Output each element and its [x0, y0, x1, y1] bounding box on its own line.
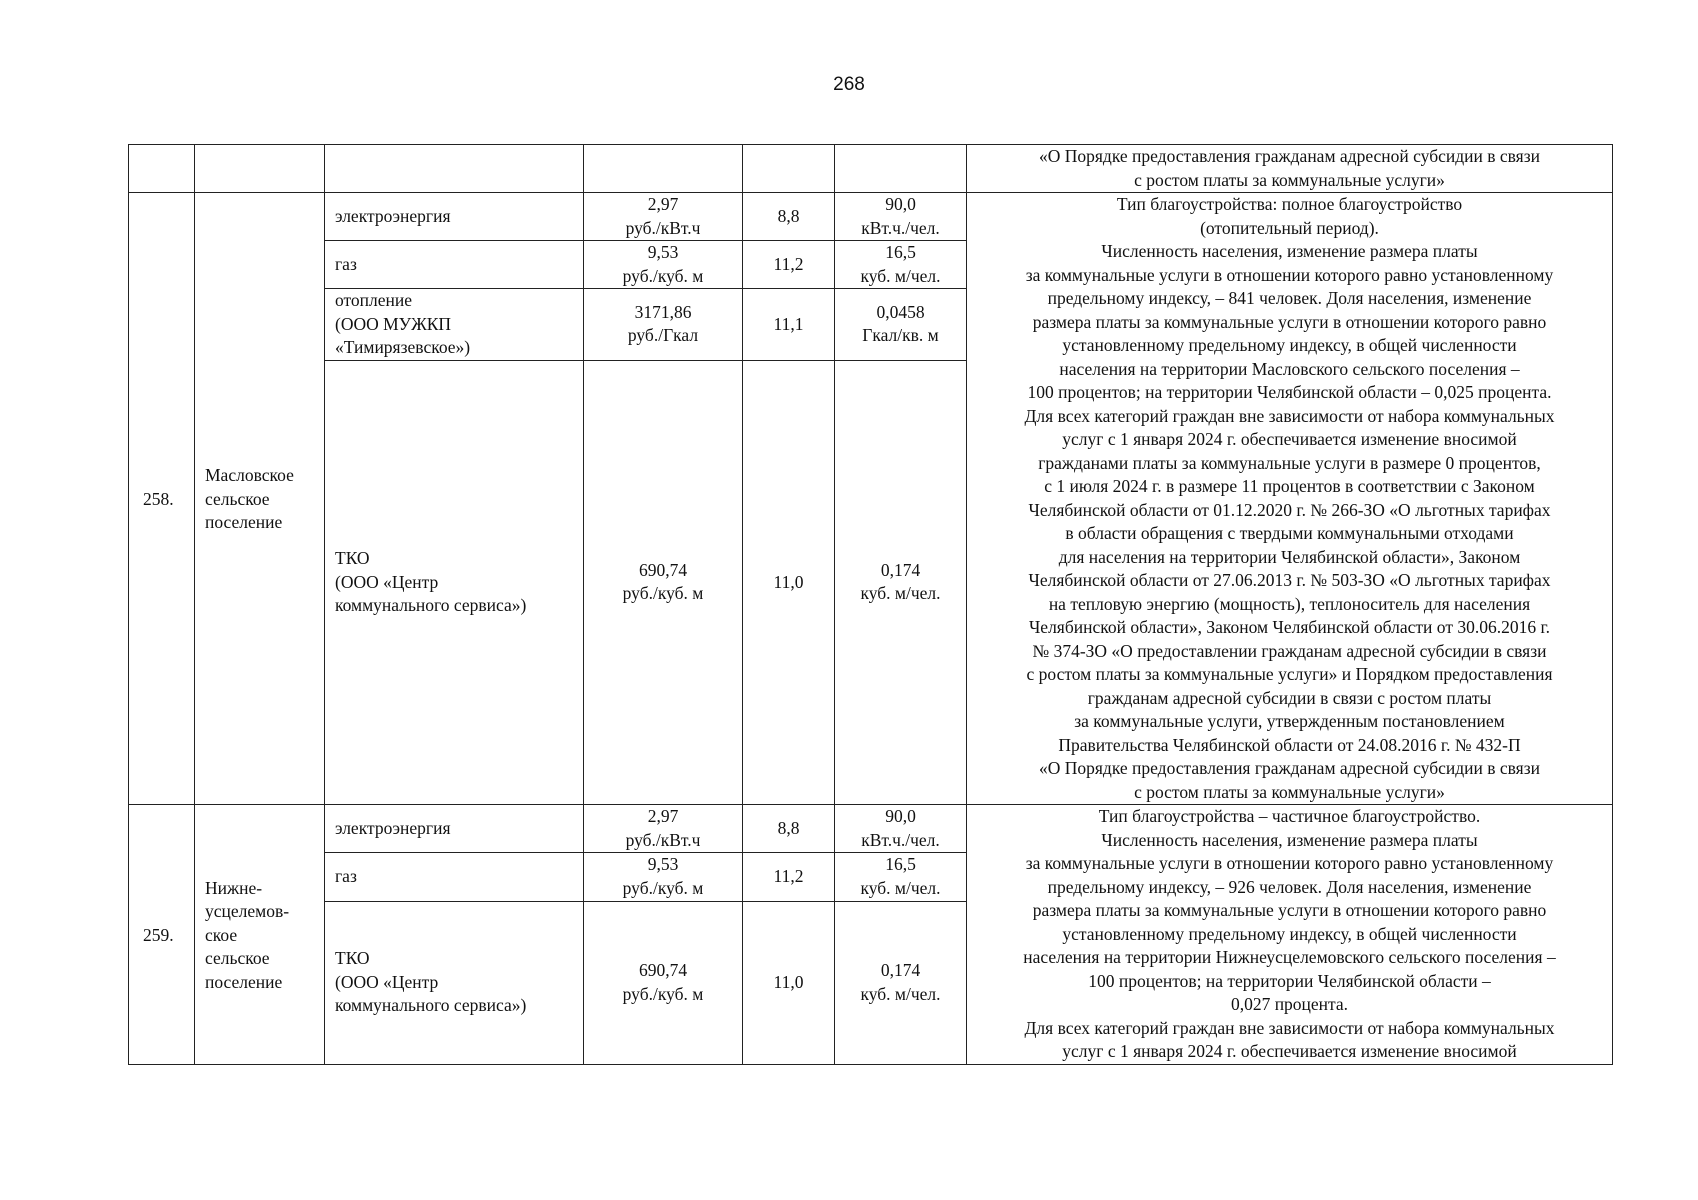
service-name: газ [325, 241, 584, 289]
limit-index: 11,2 [743, 241, 835, 289]
continuation-row [129, 145, 1613, 193]
settlement-note: Тип благоустройства – частичное благоустройство. Численность населения, изменение размера платы за коммунальные услуги в отношении которого равно установленному предельному индексу, – 926 человек. Доля населения, изменение размера платы за коммунальные услуги в отношении которого равно установленному предельному индексу, в общей численности населения на территории Нижнеусцелемовского сельского поселения – 100 процентов; на территории Челябинской области – 0,027 процента. Для всех категорий граждан вне зависимости от набора коммунальных услуг с 1 января 2024 г. обеспечивается изменение вносимой [967, 805, 1613, 1065]
limit-index: 8,8 [743, 805, 835, 853]
limit-index: 11,2 [743, 853, 835, 901]
service-row [129, 193, 1613, 241]
tariff: 9,53 руб./куб. м [584, 241, 743, 289]
service-name: газ [325, 853, 584, 901]
service-name: отопление (ООО МУЖКП «Тимирязевское») [325, 289, 584, 361]
continuation-note: «О Порядке предоставления гражданам адресной субсидии в связи с ростом платы за коммунальные услуги» [967, 145, 1613, 193]
service-name: электроэнергия [325, 805, 584, 853]
row-number: 259. [129, 805, 195, 1065]
page-number: 268 [833, 74, 865, 95]
limit-index: 11,1 [743, 289, 835, 361]
service-name: электроэнергия [325, 193, 584, 241]
tariff: 690,74 руб./куб. м [584, 360, 743, 804]
consumption-norm: 16,5 куб. м/чел. [835, 853, 967, 901]
consumption-norm: 16,5 куб. м/чел. [835, 241, 967, 289]
settlement-name: Масловское сельское поселение [195, 193, 325, 805]
settlement-note: Тип благоустройства: полное благоустройство (отопительный период). Численность населения, изменение размера платы за коммунальные услуги в отношении которого равно установленному предельному индексу, – 841 человек. Доля населения, изменение размера платы за коммунальные услуги в отношении которого равно установленному предельному индексу, в общей численности населения на территории Масловского сельского поселения – 100 процентов; на территории Челябинской области – 0,025 процента. Для всех категорий граждан вне зависимости от набора коммунальных услуг с 1 января 2024 г. обеспечивается изменение вносимой гражданами платы за коммунальные услуги в размере 0 процентов, с 1 июля 2024 г. в размере 11 процентов в соответствии с Законом Челябинской области от 01.12.2020 г. № 266-ЗО «О льготных тарифах в области обращения с твердыми коммунальными отходами для населения на территории Челябинской области», Законом Челябинской области от 27.06.2013 г. № 503-ЗО «О льготных тарифах на тепловую энергию (мощность), теплоноситель для населения Челябинской области», Законом Челябинской области от 30.06.2016 г. № 374-ЗО «О предоставлении гражданам адресной субсидии в связи с ростом платы за коммунальные услуги» и Порядком предоставления гражданам адресной субсидии в связи с ростом платы за коммунальные услуги, утвержденным постановлением Правительства Челябинской области от 24.08.2016 г. № 432-П «О Порядке предоставления гражданам адресной субсидии в связи с ростом платы за коммунальные услуги» [967, 193, 1613, 805]
tariff: 690,74 руб./куб. м [584, 901, 743, 1064]
limit-index: 8,8 [743, 193, 835, 241]
settlement-name: Нижне- усцелемов- ское сельское поселение [195, 805, 325, 1065]
consumption-norm: 0,0458 Гкал/кв. м [835, 289, 967, 361]
tariff: 3171,86 руб./Гкал [584, 289, 743, 361]
service-row [129, 805, 1613, 853]
row-number: 258. [129, 193, 195, 805]
limit-index: 11,0 [743, 360, 835, 804]
tariff: 2,97 руб./кВт.ч [584, 193, 743, 241]
consumption-norm: 90,0 кВт.ч./чел. [835, 193, 967, 241]
service-name: ТКО (ООО «Центр коммунального сервиса») [325, 901, 584, 1064]
tariff: 2,97 руб./кВт.ч [584, 805, 743, 853]
service-name: ТКО (ООО «Центр коммунального сервиса») [325, 360, 584, 804]
subsidy-table [128, 144, 1613, 1065]
tariff: 9,53 руб./куб. м [584, 853, 743, 901]
consumption-norm: 0,174 куб. м/чел. [835, 360, 967, 804]
consumption-norm: 0,174 куб. м/чел. [835, 901, 967, 1064]
consumption-norm: 90,0 кВт.ч./чел. [835, 805, 967, 853]
limit-index: 11,0 [743, 901, 835, 1064]
